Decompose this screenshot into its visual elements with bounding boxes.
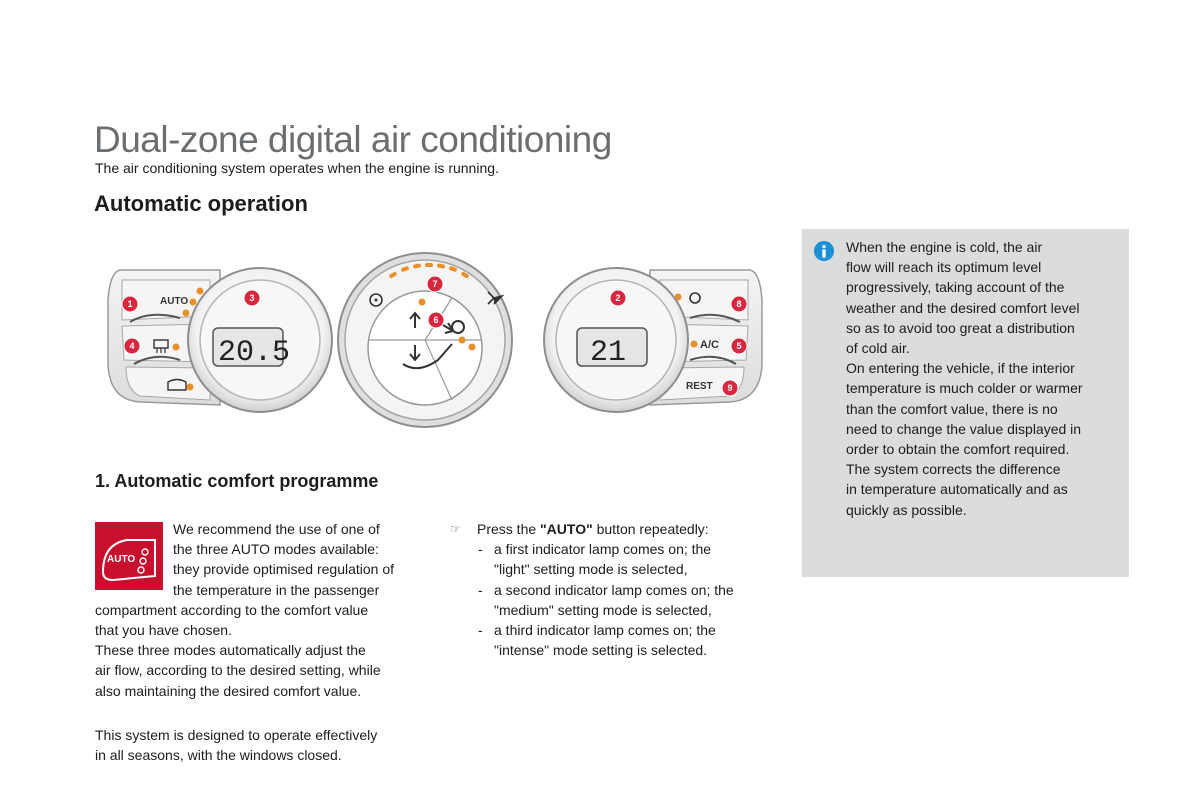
air-flow-dial xyxy=(338,253,512,427)
ac-label: A/C xyxy=(700,339,719,351)
left-temperature-display: 20.5 xyxy=(218,336,291,370)
list-item-cont: "medium" setting mode is selected, xyxy=(494,601,712,618)
svg-text:5: 5 xyxy=(736,341,742,351)
comfort-programme-text: We recommend the use of one of the three AUTO modes available: they provide optimised regulation of the temperature in the passenger compartment according to the comfort value that you have chosen. These three modes automatically adjust the air flow, according to the desired setting, while also maintaining the desired comfort value. xyxy=(95,521,395,699)
callout-9 xyxy=(722,380,738,396)
auto-button-instructions xyxy=(450,519,780,660)
callout-3 xyxy=(244,290,260,306)
auto-label: AUTO xyxy=(160,296,189,307)
rest-label: REST xyxy=(686,381,713,392)
list-item-cont: "intense" mode setting is selected. xyxy=(494,642,708,659)
callout-8 xyxy=(731,296,747,312)
svg-text:2: 2 xyxy=(615,293,621,303)
list-item-cont: "light" setting mode is selected, xyxy=(494,561,688,578)
page-title: Dual-zone digital air conditioning xyxy=(94,119,612,160)
info-text: When the engine is cold, the air flow will reach its optimum level progressively, taking account of the weather and the desired comfort level so as to avoid too great a distribution of cold air. On entering the vehicle, if the interior temperature is much colder or warmer than the comfort value, there is no need to change the value displayed in order to obtain the comfort required. The system corrects the difference in temperature automatically and as quickly as possible. xyxy=(846,239,1083,518)
list-item: - a second indicator lamp comes on; the xyxy=(478,581,734,598)
info-icon xyxy=(814,241,834,261)
right-temperature-display: 21 xyxy=(590,336,627,370)
control-panel-diagram xyxy=(100,240,770,440)
section-heading-automatic-operation: Automatic operation xyxy=(94,191,308,216)
auto-icon-label: AUTO xyxy=(107,554,136,565)
pointer-icon: ☞ xyxy=(450,522,461,536)
callout-2 xyxy=(610,290,626,306)
list-item: - a third indicator lamp comes on; the xyxy=(478,622,716,639)
svg-text:6: 6 xyxy=(433,315,439,325)
svg-text:9: 9 xyxy=(727,383,733,393)
callout-1 xyxy=(122,296,138,312)
callout-5 xyxy=(731,338,747,354)
svg-text:8: 8 xyxy=(736,299,742,309)
callout-4 xyxy=(124,338,140,354)
svg-text:3: 3 xyxy=(249,293,255,303)
svg-text:4: 4 xyxy=(129,341,135,351)
left-temperature-pod xyxy=(108,268,332,412)
svg-text:7: 7 xyxy=(432,279,438,289)
svg-text:1: 1 xyxy=(127,299,133,309)
callout-7 xyxy=(427,276,443,292)
seasons-note: This system is designed to operate effectively in all seasons, with the windows closed. xyxy=(95,727,378,764)
list-item: - a first indicator lamp comes on; the xyxy=(478,541,712,558)
intro-text: The air conditioning system operates when the engine is running. xyxy=(95,160,499,176)
instruction-press-auto: ☞ Press the "AUTO" button repeatedly: xyxy=(450,519,780,539)
section-heading-comfort-programme: 1. Automatic comfort programme xyxy=(95,471,379,491)
callout-6 xyxy=(428,312,444,328)
